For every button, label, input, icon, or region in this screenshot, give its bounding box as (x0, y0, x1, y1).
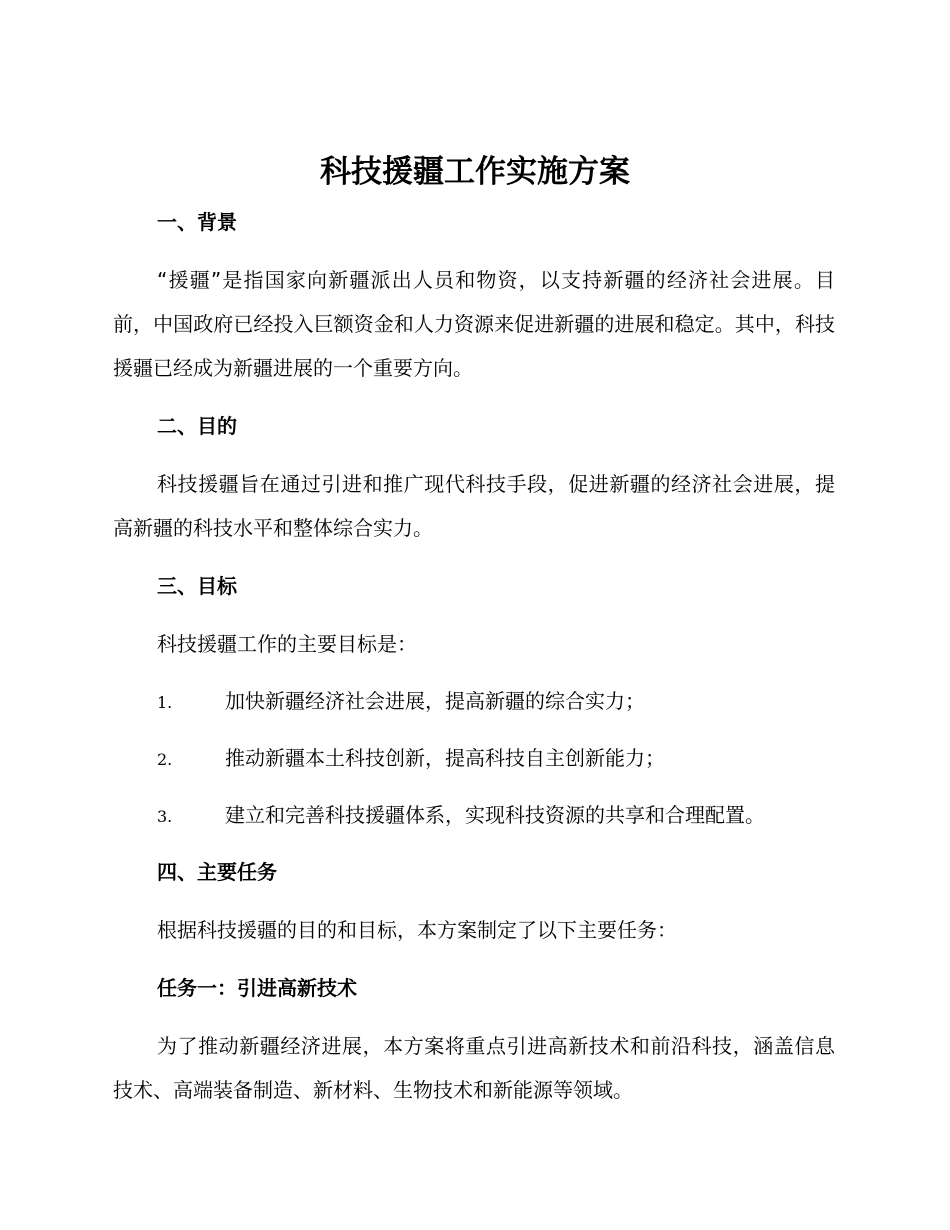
task-one-paragraph: 为了推动新疆经济进展，本方案将重点引进高新技术和前沿科技，涵盖信息技术、高端装备制造、新材料、生物技术和新能源等领域。 (113, 1034, 835, 1102)
list-item (157, 687, 645, 717)
purpose-paragraph: 科技援疆旨在通过引进和推广现代科技手段，促进新疆的经济社会进展，提高新疆的科技水平和整体综合实力。 (113, 472, 835, 540)
document-title: 科技援疆工作实施方案 (320, 154, 630, 190)
list-item (157, 744, 665, 774)
list-item-text: 建立和完善科技援疆体系，实现科技资源的共享和合理配置。 (225, 803, 765, 827)
section-heading-background: 一、背景 (157, 210, 237, 234)
section-heading-goals: 三、目标 (157, 574, 237, 598)
goals-intro: 科技援疆工作的主要目标是： (157, 632, 417, 656)
section-heading-tasks: 四、主要任务 (157, 860, 277, 884)
list-item-number: 2. (157, 750, 173, 769)
task-one-heading: 任务一：引进高新技术 (157, 976, 357, 1000)
list-item-text: 加快新疆经济社会进展，提高新疆的综合实力； (225, 689, 645, 713)
background-paragraph: “援疆”是指国家向新疆派出人员和物资，以支持新疆的经济社会进展。目前，中国政府已经投入巨额资金和人力资源来促进新疆的进展和稳定。其中，科技援疆已经成为新疆进展的一个重要方向。 (113, 268, 835, 380)
list-item-number: 1. (157, 693, 173, 712)
list-item-number: 3. (157, 807, 173, 826)
list-item-text: 推动新疆本土科技创新，提高科技自主创新能力； (225, 746, 665, 770)
section-heading-purpose: 二、目的 (157, 414, 237, 438)
tasks-intro: 根据科技援疆的目的和目标，本方案制定了以下主要任务： (157, 918, 677, 942)
list-item (157, 801, 765, 831)
